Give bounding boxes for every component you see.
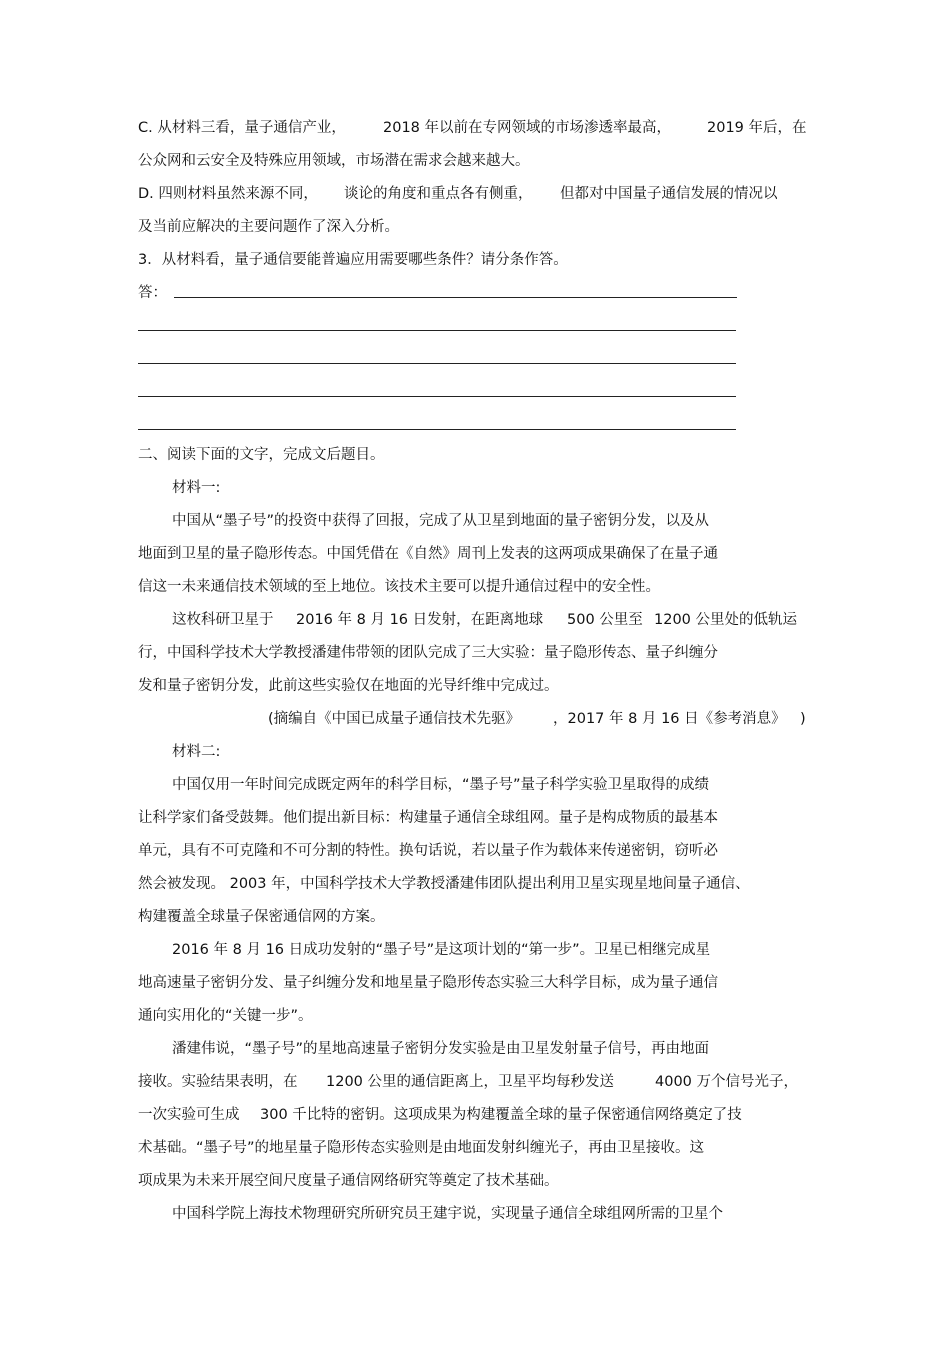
material-2-p4-line: 中国科学院上海技术物理研究所研究员王建宇说，实现量子通信全球组网所需的卫星个 (172, 1206, 723, 1222)
material-2-p1-line: 中国仅用一年时间完成既定两年的科学目标，“墨子号”量子科学实验卫星取得的成绩 (172, 777, 710, 793)
material-2-p3-line: 项成果为未来开展空间尺度量子通信网络研究等奠定了技术基础。 (138, 1173, 559, 1189)
material-1-p2-line: 发和量子密钥分发，此前这些实验仅在地面的光导纤维中完成过。 (138, 678, 559, 694)
option-d-line1-b: 谈论的角度和重点各有侧重， (344, 186, 533, 202)
material-2-p1-line: 构建覆盖全球量子保密通信网的方案。 (138, 909, 385, 925)
material-2-p2-line: 2016 年 8 月 16 日成功发射的“墨子号”是这项计划的“第一步”。卫星已相继完成星 (172, 942, 711, 958)
answer-line[interactable] (174, 297, 737, 298)
material-1-label: 材料一: (172, 480, 221, 496)
material-2-p1-line: 让科学家们备受鼓舞。他们提出新目标：构建量子通信全球组网。量子是构成物质的最基本 (138, 810, 718, 826)
material-1-source-date: ，2017 年 8 月 16 日《参考消息》 (553, 711, 786, 727)
option-c-line1-c: 2019 年后，在 (707, 120, 807, 136)
material-1-source-close: ) (800, 711, 806, 727)
option-c-line2: 公众网和云安全及特殊应用领域，市场潜在需求会越来越大。 (138, 153, 530, 169)
material-2-p2-line: 通向实用化的“关键一步”。 (138, 1008, 313, 1024)
answer-line[interactable] (138, 363, 736, 364)
material-1-p1-line: 中国从“墨子号”的投资中获得了回报，完成了从卫星到地面的量子密钥分发，以及从 (172, 513, 710, 529)
material-1-p2-seg: 这枚科研卫星于 (172, 612, 274, 628)
material-2-p3-seg: 300 千比特的密钥。这项成果为构建覆盖全球的量子保密通信网络奠定了技 (260, 1107, 742, 1123)
material-1-p2-seg: 500 公里至 (567, 612, 643, 628)
material-2-label: 材料二: (172, 744, 221, 760)
option-d-line2: 及当前应解决的主要问题作了深入分析。 (138, 219, 399, 235)
material-1-p1-line: 信这一未来通信技术领域的至上地位。该技术主要可以提升通信过程中的安全性。 (138, 579, 660, 595)
material-2-p3-line: 术基础。“墨子号”的地星量子隐形传态实验则是由地面发射纠缠光子，再由卫星接收。这 (138, 1140, 705, 1156)
material-2-p2-line: 地高速量子密钥分发、量子纠缠分发和地星量子隐形传态实验三大科学目标，成为量子通信 (138, 975, 718, 991)
material-2-p3-seg: 4000 万个信号光子， (655, 1074, 799, 1090)
material-1-p2-seg: 1200 公里处的低轨运 (654, 612, 798, 628)
option-d-line1-c: 但都对中国量子通信发展的情况以 (560, 186, 778, 202)
answer-line[interactable] (138, 396, 736, 397)
material-1-p1-line: 地面到卫星的量子隐形传态。中国凭借在《自然》周刊上发表的这两项成果确保了在量子通 (138, 546, 718, 562)
section-heading: 二、阅读下面的文字，完成文后题目。 (138, 447, 385, 463)
material-1-p2-seg: 2016 年 8 月 16 日发射，在距离地球 (296, 612, 544, 628)
material-1-p2-line: 行，中国科学技术大学教授潘建伟带领的团队完成了三大实验：量子隐形传态、量子纠缠分 (138, 645, 718, 661)
option-d-line1-a: D. 四则材料虽然来源不同， (138, 186, 318, 202)
answer-line[interactable] (138, 429, 736, 430)
option-c-line1-b: 2018 年以前在专网领域的市场渗透率最高， (383, 120, 672, 136)
material-2-p3-seg: 一次实验可生成 (138, 1107, 240, 1123)
material-2-p3-seg: 接收。实验结果表明，在 (138, 1074, 298, 1090)
answer-label: 答： (138, 285, 167, 301)
option-c-line1-a: C. 从材料三看，量子通信产业， (138, 120, 346, 136)
question-3: 3．从材料看，量子通信要能普遍应用需要哪些条件？请分条作答。 (138, 252, 568, 268)
material-2-p1-line: 然会被发现。 2003 年，中国科学技术大学教授潘建伟团队提出利用卫星实现星地间量子通信、 (138, 876, 750, 892)
material-1-source: (摘编自《中国已成量子通信技术先驱》 (268, 711, 521, 727)
material-2-p1-line: 单元，具有不可克隆和不可分割的特性。换句话说，若以量子作为载体来传递密钥，窃听必 (138, 843, 718, 859)
answer-line[interactable] (138, 330, 736, 331)
material-2-p3-line: 潘建伟说，“墨子号”的星地高速量子密钥分发实验是由卫星发射量子信号，再由地面 (172, 1041, 710, 1057)
material-2-p3-seg: 1200 公里的通信距离上，卫星平均每秒发送 (326, 1074, 615, 1090)
